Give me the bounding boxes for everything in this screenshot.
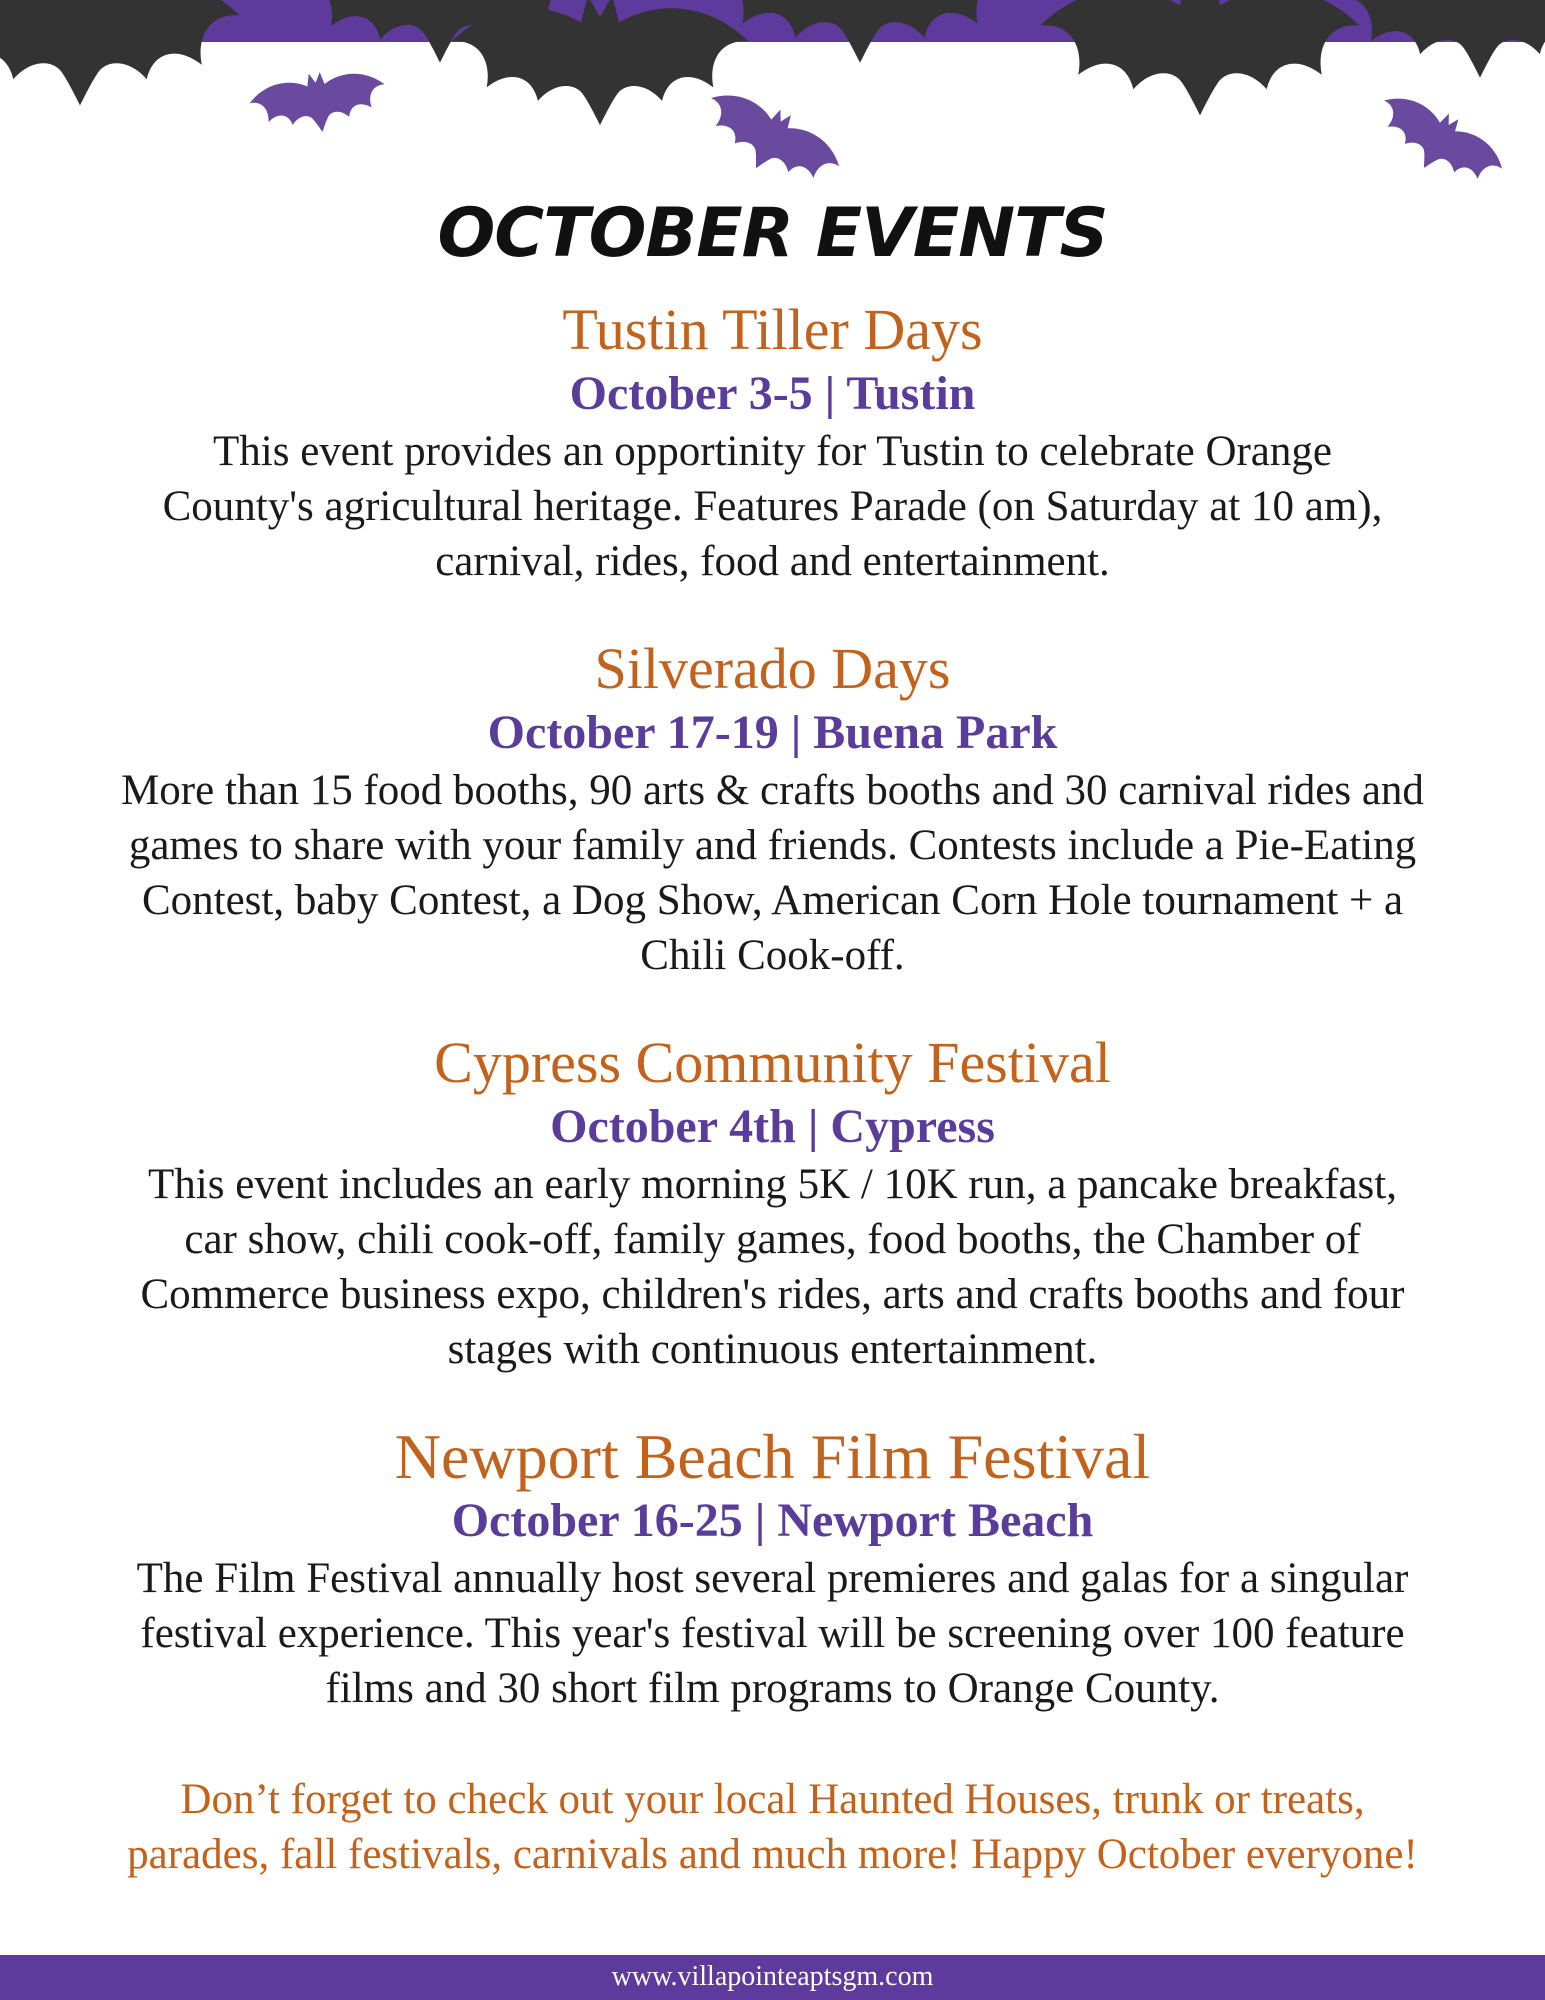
description-line: festival experience. This year's festival will be screening over 100 feature: [140, 1610, 1405, 1657]
events-content: [0, 296, 1545, 1882]
bat-icon: [692, 78, 850, 202]
description-line: carnival, rides, food and entertainment.: [435, 538, 1110, 585]
event-title: Newport Beach Film Festival: [394, 1421, 1151, 1492]
bat-icon: [0, 0, 239, 105]
bat-icon: [247, 63, 390, 141]
description-line: films and 30 short film programs to Orange County.: [325, 1665, 1220, 1712]
event-newport-beach-film-festival: [0, 1423, 1545, 1716]
event-tustin-tiller-days: [0, 296, 1545, 589]
event-description: [0, 1551, 1545, 1716]
event-title: Cypress Community Festival: [434, 1030, 1111, 1095]
event-date-location: October 17-19 | Buena Park: [487, 706, 1058, 759]
page-title: OCTOBER EVENTS: [437, 194, 1108, 273]
event-date-location: October 3-5 | Tustin: [569, 367, 976, 420]
footer-bar: [0, 1955, 1545, 2000]
footer-url[interactable]: www.villapointeaptsgm.com: [611, 1961, 934, 1992]
event-cypress-community-festival: [0, 1029, 1545, 1377]
description-line: More than 15 food booths, 90 arts & crafts booths and 30 carnival rides and: [121, 767, 1424, 814]
description-line: games to share with your family and friends. Contests include a Pie-Eating: [128, 822, 1417, 869]
description-line: Contest, baby Contest, a Dog Show, American Corn Hole tournament + a: [141, 877, 1404, 924]
event-description: [0, 424, 1545, 589]
description-line: This event includes an early morning 5K / 10K run, a pancake breakfast,: [148, 1161, 1397, 1208]
description-line: County's agricultural heritage. Features Parade (on Saturday at 10 am),: [162, 483, 1383, 530]
event-title: Silverado Days: [594, 636, 951, 701]
event-date-location: October 16-25 | Newport Beach: [451, 1494, 1094, 1547]
description-line: Chili Cook-off.: [640, 932, 905, 979]
description-line: The Film Festival annually host several premieres and galas for a singular: [136, 1555, 1409, 1602]
event-description: [0, 1157, 1545, 1377]
description-line: car show, chili cook-off, family games, food booths, the Chamber of: [184, 1216, 1361, 1263]
event-date-location: October 4th | Cypress: [550, 1100, 995, 1153]
event-title: Tustin Tiller Days: [562, 297, 983, 362]
description-line: Commerce business expo, children's rides, arts and crafts booths and four: [140, 1271, 1405, 1318]
closing-line: Don’t forget to check out your local Haunted Houses, trunk or treats,: [180, 1776, 1365, 1823]
event-silverado-days: [0, 635, 1545, 983]
closing-message: [0, 1772, 1545, 1882]
description-line: This event provides an opportinity for Tustin to celebrate Orange: [213, 428, 1332, 475]
description-line: stages with continuous entertainment.: [447, 1326, 1098, 1373]
closing-line: parades, fall festivals, carnivals and much more! Happy October everyone!: [127, 1831, 1418, 1878]
bat-icon: [1365, 82, 1513, 202]
event-description: [0, 763, 1545, 983]
bat-icon: [1041, 0, 1360, 115]
bat-icon: [452, 0, 749, 125]
